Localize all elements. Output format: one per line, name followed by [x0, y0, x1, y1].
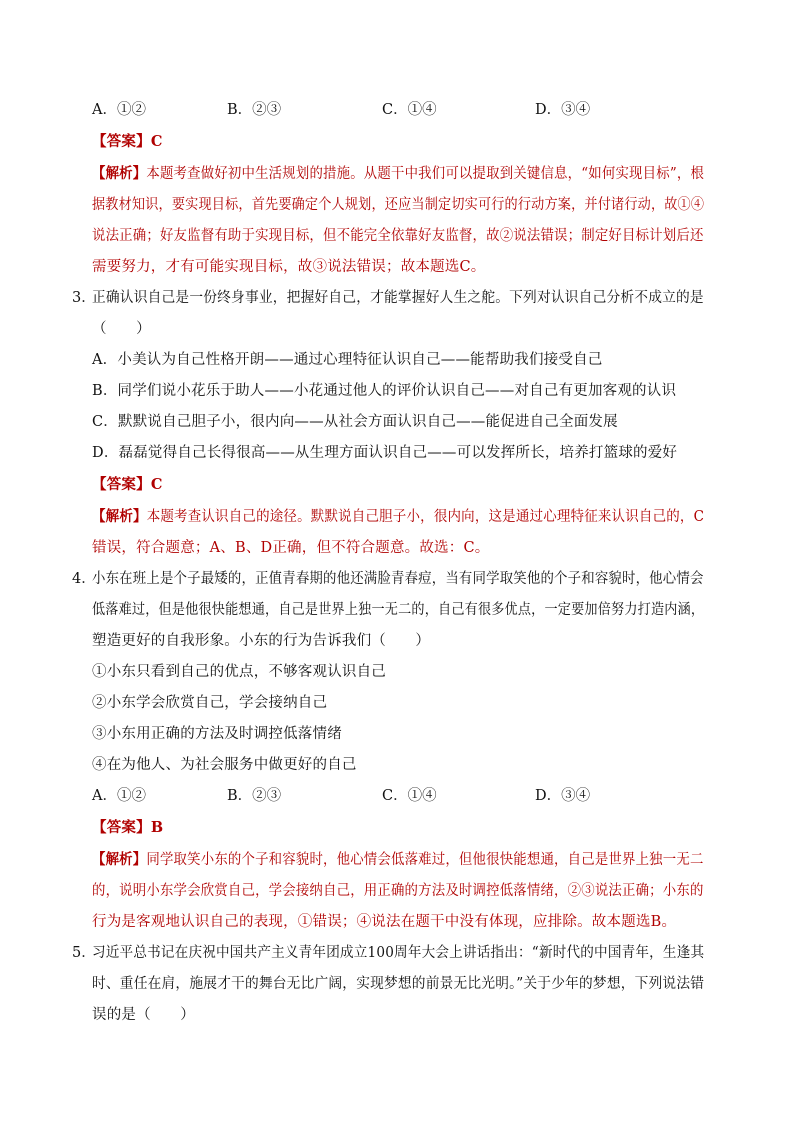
analysis-label: 【解析】	[92, 165, 147, 182]
analysis-line: 【解析】本题考查认识自己的途径。默默说自己胆子小，很内向，这是通过心理特征来认识自己的，C	[92, 508, 705, 525]
statement-2: ②小东学会欣赏自己，学会接纳自己	[92, 695, 328, 711]
q2-option-d: D．③④	[535, 102, 591, 118]
answer-label: 【答案】	[92, 476, 151, 493]
option-a: A．小美认为自己性格开朗——通过心理特征认识自己——能帮助我们接受自己	[92, 352, 603, 368]
analysis-line: 【解析】同学取笑小东的个子和容貌时，他心情会低落难过，但他很快能想通，自己是世界上独一无二	[92, 851, 704, 868]
analysis-line: 错误，符合题意；A、B、D正确，但不符合题意。故选：C。	[92, 540, 490, 556]
analysis-line: 需要努力，才有可能实现目标，故③说法错误；故本题选C。	[92, 259, 486, 275]
q4-option-d: D．③④	[535, 788, 591, 804]
q2-option-b: B．②③	[227, 102, 282, 118]
answer-value: C	[150, 133, 163, 150]
q2-option-a: A．①②	[92, 102, 146, 118]
option-b: B．同学们说小花乐于助人——小花通过他人的评价认识自己——对自己有更加客观的认识	[92, 383, 677, 399]
q3-answer	[92, 475, 163, 495]
option-d: D．磊磊觉得自己长得很高——从生理方面认识自己——可以发挥所长，培养打篮球的爱好	[92, 445, 678, 461]
answer-label: 【答案】	[92, 133, 151, 150]
analysis-line: 说法正确；好友监督有助于实现目标，但不能完全依靠好友监督，故②说法错误；制定好目标计划后还	[92, 228, 704, 244]
question-number: 3．	[72, 290, 96, 306]
question-stem: 塑造更好的自我形象。小东的行为告诉我们（ ）	[92, 633, 431, 649]
q4-answer	[92, 818, 163, 838]
answer-value: B	[150, 819, 164, 836]
question-stem: 误的是（ ）	[92, 1007, 195, 1023]
q4-option-c: C．①④	[382, 788, 437, 804]
question-number: 5．	[72, 945, 96, 961]
statement-3: ③小东用正确的方法及时调控低落情绪	[92, 726, 342, 742]
analysis-label: 【解析】	[92, 508, 147, 525]
statement-1: ①小东只看到自己的优点，不够客观认识自己	[92, 664, 386, 680]
answer-label: 【答案】	[92, 819, 151, 836]
q2-answer	[92, 132, 163, 152]
q2-option-c: C．①④	[382, 102, 437, 118]
analysis-line: 的，说明小东学会欣赏自己，学会接纳自己，用正确的方法及时调控低落情绪，②③说法正确；小东的	[92, 883, 704, 899]
question-stem: （ ）	[92, 321, 151, 337]
question-stem: 习近平总书记在庆祝中国共产主义青年团成立100周年大会上讲话指出：“新时代的中国青年，生逢其	[92, 945, 705, 961]
question-stem: 小东在班上是个子最矮的，正值青春期的他还满脸青春痘，当有同学取笑他的个子和容貌时，他心情会	[92, 571, 704, 587]
analysis-line: 据教材知识，要实现目标，首先要确定个人规划，还应当制定切实可行的行动方案，并付诸行动，故①④	[92, 197, 705, 213]
option-c: C．默默说自己胆子小，很内向——从社会方面认识自己——能促进自己全面发展	[92, 414, 618, 430]
analysis-line: 行为是客观地认识自己的表现，①错误；④说法在题干中没有体现，应排除。故本题选B。	[92, 914, 677, 930]
q4-option-a: A．①②	[92, 788, 146, 804]
q4-option-b: B．②③	[227, 788, 282, 804]
answer-value: C	[150, 476, 163, 493]
question-stem: 正确认识自己是一份终身事业，把握好自己，才能掌握好人生之舵。下列对认识自己分析不成立的是	[92, 290, 704, 306]
question-stem: 低落难过，但是他很快能想通，自己是世界上独一无二的，自己有很多优点，一定要加倍努力打造内涵，	[92, 602, 705, 618]
question-stem: 时、重任在肩，施展才干的舞台无比广阔，实现梦想的前景无比光明。”关于少年的梦想，下列说法错	[92, 976, 705, 992]
analysis-label: 【解析】	[92, 851, 147, 868]
analysis-line: 【解析】本题考查做好初中生活规划的措施。从题干中我们可以提取到关键信息，“如何实现目标”，根	[92, 165, 705, 182]
statement-4: ④在为他人、为社会服务中做更好的自己	[92, 757, 357, 773]
question-number: 4．	[72, 571, 96, 587]
